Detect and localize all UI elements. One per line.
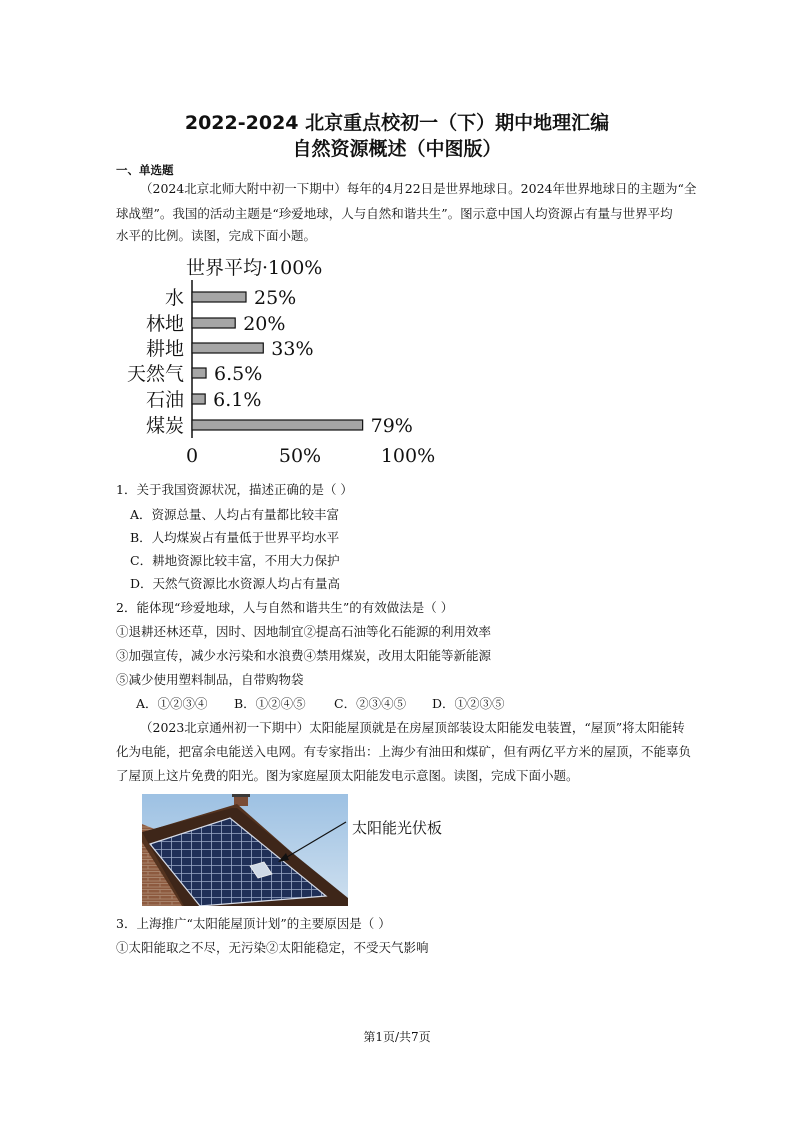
page-footer: 第1页/共7页 [363,1030,431,1044]
category-label: 耕地 [145,338,184,360]
q2-item-2: ③加强宣传，减少水污染和水浪费④禁用煤炭，改用太阳能等新能源 [116,648,492,663]
solar-roof-photo [142,794,348,906]
q1-option-d: D．天然气资源比水资源人均占有量高 [130,576,341,591]
callout-label: 太阳能光伏板 [352,819,443,837]
passage2-line1: （2023北京通州初一下期中）太阳能屋顶就是在房屋顶部装设太阳能发电装置，“屋顶”将太阳能转 [140,720,685,735]
passage2-line2: 化为电能，把富余电能送入电网。有专家指出：上海少有油田和煤矿，但有两亿平方米的屋顶，不能辜负 [116,744,692,759]
category-label: 水 [164,287,184,309]
q3-stem: 3．上海推广“太阳能屋顶计划”的主要原因是（ ） [116,916,391,931]
page-title: 2022-2024 北京重点校初一（下）期中地理汇编 [184,112,610,134]
q1-option-c: C．耕地资源比较丰富，不用大力保护 [130,553,340,568]
category-label: 天然气 [126,363,184,385]
value-label: 33% [271,338,314,360]
value-label: 6.1% [213,389,262,411]
q2-item-1: ①退耕还林还草，因时、因地制宜②提高石油等化石能源的利用效率 [116,624,492,639]
q1-option-b: B．人均煤炭占有量低于世界平均水平 [130,530,340,545]
q2-option-c: C．②③④⑤ [334,696,407,711]
q3-item-1: ①太阳能取之不尽，无污染②太阳能稳定，不受天气影响 [116,940,429,955]
bar [192,420,363,430]
bar [192,343,263,353]
passage1-line3: 水平的比例。读图，完成下面小题。 [116,228,317,243]
value-label: 79% [370,415,413,437]
section-label: 一、单选题 [116,163,174,177]
x-tick-label: 50% [278,445,322,467]
bar [192,318,235,328]
x-tick-label: 100% [380,445,436,467]
q2-option-b: B．①②④⑤ [234,696,306,711]
bar [192,368,206,378]
q1-stem: 1．关于我国资源状况，描述正确的是（ ） [116,482,353,497]
value-label: 25% [254,287,297,309]
passage1-line2: 球战塑”。我国的活动主题是“珍爱地球，人与自然和谐共生”。图示意中国人均资源占有量与世界平均 [116,206,673,221]
category-label: 石油 [145,389,184,411]
page-subtitle: 自然资源概述（中图版） [292,138,502,160]
q2-stem: 2．能体现“珍爱地球，人与自然和谐共生”的有效做法是（ ） [116,600,454,615]
passage2-line3: 了屋顶上这片免费的阳光。图为家庭屋顶太阳能发电示意图。读图，完成下面小题。 [116,768,579,783]
q2-option-a: A．①②③④ [136,696,208,711]
bar [192,394,205,404]
category-label: 林地 [145,313,184,335]
q2-item-3: ⑤减少使用塑料制品，自带购物袋 [116,672,304,687]
passage1-line1: （2024北京北师大附中初一下期中）每年的4月22日是世界地球日。2024年世界地球日的主题为“全 [140,181,697,196]
chart-title: 世界平均·100% [186,257,323,279]
category-label: 煤炭 [145,415,184,437]
q1-option-a: A．资源总量、人均占有量都比较丰富 [130,507,340,522]
value-label: 6.5% [214,363,263,385]
bar [192,292,246,302]
q2-option-d: D．①②③⑤ [432,696,505,711]
value-label: 20% [243,313,286,335]
x-tick-label: 0 [185,445,199,467]
